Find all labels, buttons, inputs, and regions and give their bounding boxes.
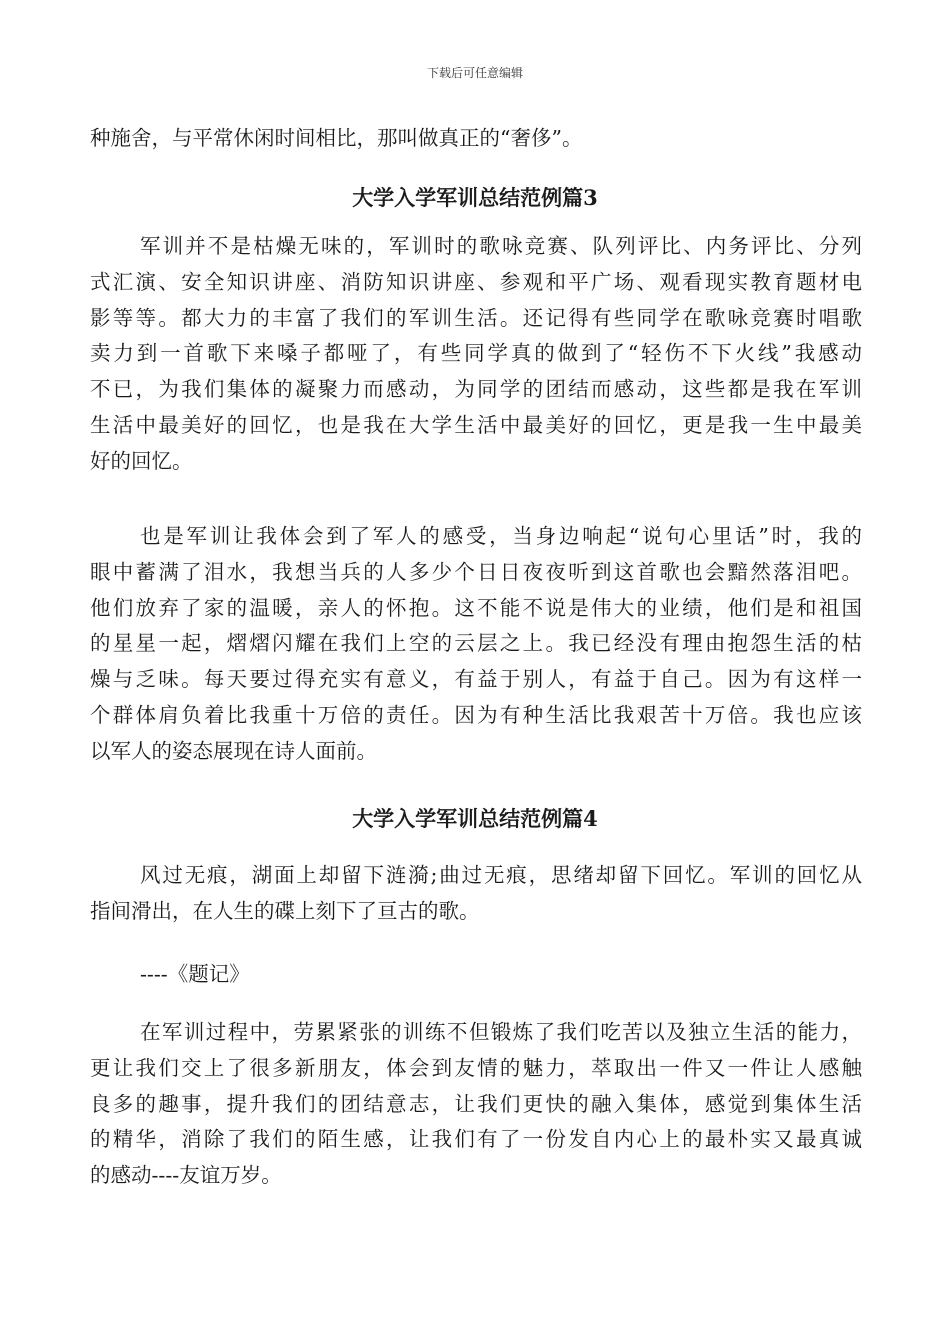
paragraph-2 [90,519,862,770]
paragraph-line: 不已，为我们集体的凝聚力而感动，为同学的团结而感动，这些都是我在军训 [90,377,862,402]
paragraph-line: 燥与乏味。每天要过得充实有意义，有益于别人，有益于自己。因为有这样一 [90,667,862,692]
paragraph-1 [90,229,862,480]
epigraph [90,957,862,993]
paragraph-line: 以军人的姿态展现在诗人面前。 [90,738,377,763]
page-header: 下载后可任意编辑 [426,66,523,80]
paragraph-line: 良多的趣事，提升我们的团结意志，让我们更快的融入集体，感觉到集体生活 [90,1091,862,1116]
paragraph-5 [90,1015,862,1194]
paragraph-line: 也是军训让我体会到了军人的感受，当身边响起“说句心里话”时，我的 [140,524,862,548]
paragraph-line: 式汇演、安全知识讲座、消防知识讲座、参观和平广场、观看现实教育题材电 [90,269,862,294]
paragraph-line: 生活中最美好的回忆，也是我在大学生活中最美好的回忆，更是我一生中最美 [90,412,862,437]
paragraph-line: 眼中蓄满了泪水，我想当兵的人多少个日日夜夜听到这首歌也会黯然落泪吧。 [90,559,862,584]
paragraph-line: 个群体肩负着比我重十万倍的责任。因为有种生活比我艰苦十万倍。我也应该 [90,702,862,727]
paragraph-line: 在军训过程中，劳累紧张的训练不但锻炼了我们吃苦以及独立生活的能力， [140,1020,862,1044]
paragraph-line: 更让我们交上了很多新朋友，体会到友情的魅力，萃取出一件又一件让人感触 [90,1055,862,1080]
paragraph-line: ----《题记》 [140,962,250,986]
paragraph-line: 的感动----友谊万岁。 [90,1163,282,1188]
paragraph-line: 的星星一起，熠熠闪耀在我们上空的云层之上。我已经没有理由抱怨生活的枯 [90,631,862,656]
section-heading-4: 大学入学军训总结范例篇4 [352,806,598,831]
paragraph-line: 的精华，消除了我们的陌生感，让我们有了一份发自内心上的最朴实又最真诚 [90,1127,862,1152]
paragraph-line: 卖力到一首歌下来嗓子都哑了，有些同学真的做到了“轻伤不下火线”我感动 [90,341,862,366]
paragraph-line: 军训并不是枯燥无味的，军训时的歌咏竞赛、队列评比、内务评比、分列 [140,234,862,258]
paragraph-line: 影等等。都大力的丰富了我们的军训生活。还记得有些同学在歌咏竞赛时唱歌 [90,305,862,330]
paragraph-3 [90,858,862,930]
paragraph-line: 好的回忆。 [90,448,193,473]
paragraph-line: 指间滑出，在人生的碟上刻下了亘古的歌。 [90,898,480,923]
section-heading-3: 大学入学军训总结范例篇3 [352,185,598,210]
paragraph-line: 风过无痕，湖面上却留下涟漪;曲过无痕，思绪却留下回忆。军训的回忆从 [140,863,862,887]
paragraph-line: 他们放弃了家的温暖，亲人的怀抱。这不能不说是伟大的业绩，他们是和祖国 [90,595,862,620]
paragraph-line: 种施舍，与平常休闲时间相比，那叫做真正的“奢侈”。 [90,126,583,150]
paragraph-continuation [90,121,862,157]
